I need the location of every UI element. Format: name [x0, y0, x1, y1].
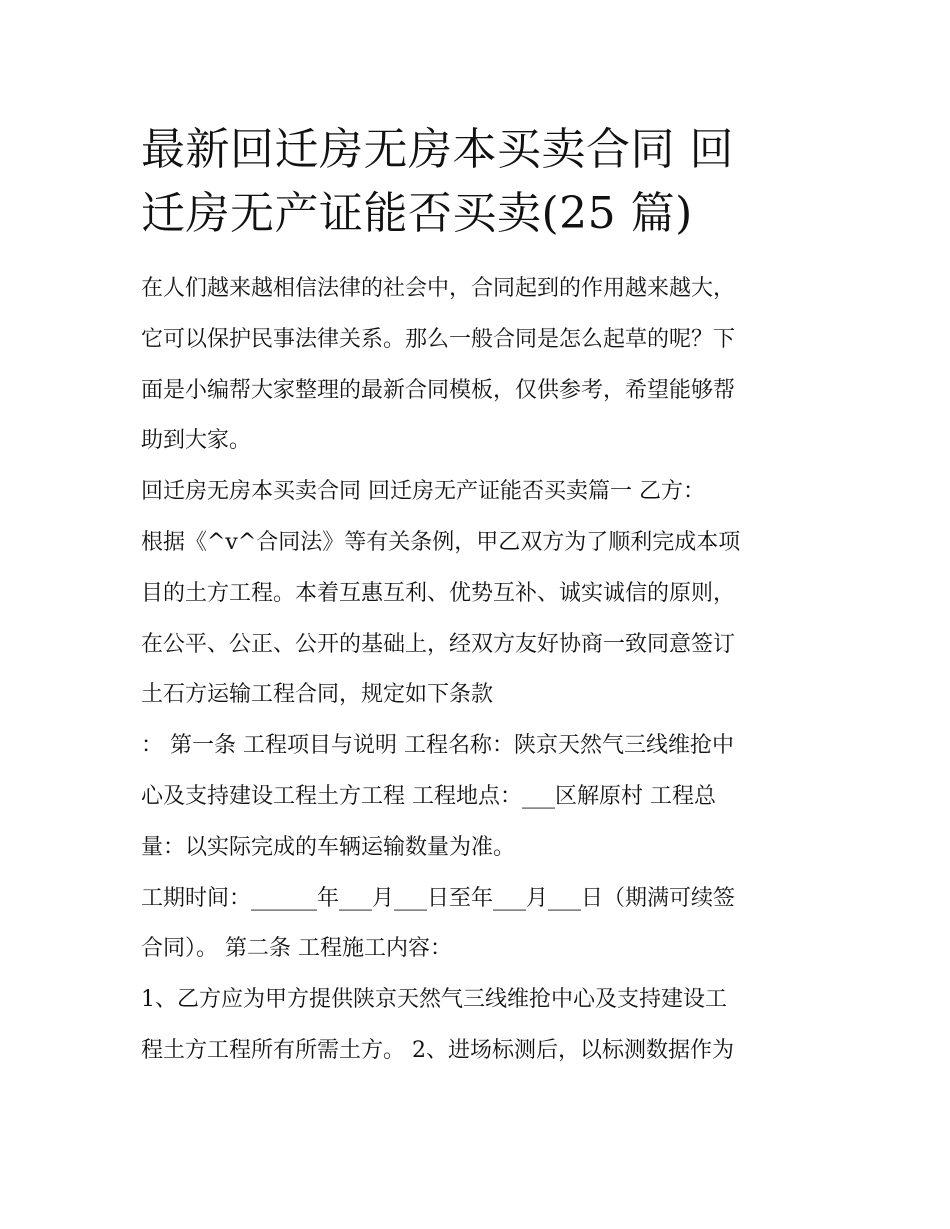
text-line: 回迁房无房本买卖合同 回迁房无产证能否买卖篇一 乙方： [141, 479, 705, 505]
title-line: 最新回迁房无房本买卖合同 回 [141, 124, 734, 175]
text-line: 量：以实际完成的车辆运输数量为准。 [141, 834, 516, 860]
document-title [141, 118, 813, 246]
text-line: 面是小编帮大家整理的最新合同模板，仅供参考，希望能够帮 [141, 377, 736, 403]
text-line: 在公平、公正、公开的基础上，经双方友好协商一致同意签订 [141, 631, 736, 657]
text-line: 助到大家。 [141, 428, 252, 454]
text-line: ： 第一条 工程项目与说明 工程名称：陕京天然气三线维抢中 [141, 733, 734, 759]
body-text [141, 264, 813, 1077]
document-body [141, 118, 813, 1077]
text-line: 工期时间：______年___月___日至年___月___日（期满可续签 [141, 885, 736, 911]
text-line: 1、乙方应为甲方提供陕京天然气三线维抢中心及支持建设工 [141, 987, 727, 1013]
text-line: 根据《^v^合同法》等有关条例，甲乙双方为了顺利完成本项 [141, 529, 741, 555]
text-line: 心及支持建设工程土方工程 工程地点：___区解原村 工程总 [141, 783, 716, 809]
text-line: 程土方工程所有所需土方。 2、进场标测后，以标测数据作为 [141, 1037, 734, 1063]
text-line: 土石方运输工程合同，规定如下条款 [141, 682, 494, 708]
title-line: 迁房无产证能否买卖(25 篇) [141, 188, 693, 239]
text-line: 目的土方工程。本着互惠互利、优势互补、诚实诚信的原则， [141, 580, 736, 606]
text-line: 它可以保护民事法律关系。那么一般合同是怎么起草的呢？下 [141, 326, 736, 352]
text-line: 合同）。 第二条 工程施工内容： [141, 936, 452, 962]
text-line: 在人们越来越相信法律的社会中，合同起到的作用越来越大， [141, 276, 736, 301]
